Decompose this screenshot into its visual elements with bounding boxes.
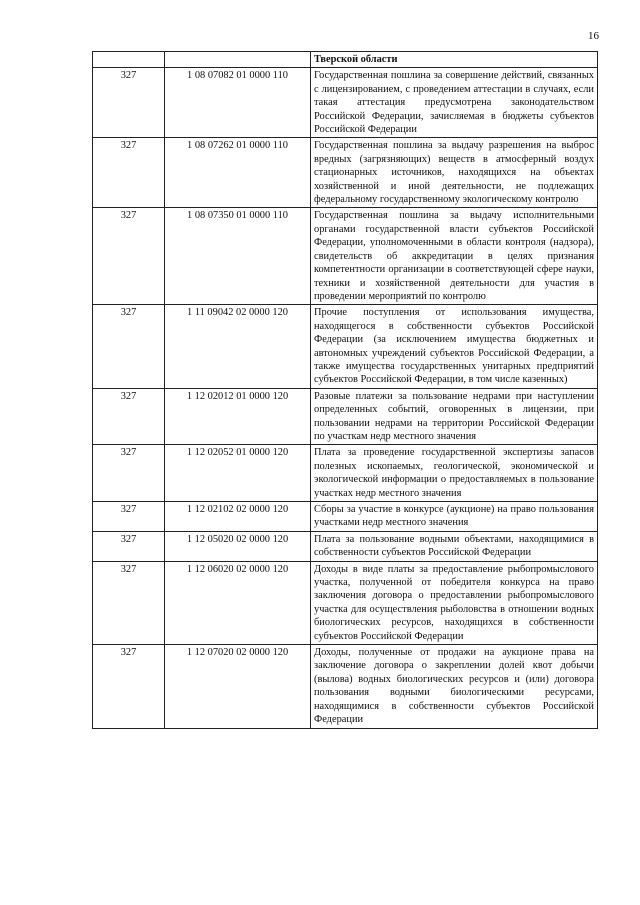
revenue-name-cell: Государственная пошлина за выдачу исполнительными органами государственной власти субъектов Российской Федерации, уполномоченными в области контроля (надзора), свидетельств об аккредитации в целях признания компетентности организации в соответствующей сфере науки, техники и хозяйственной деятельности для участия в проведении мероприятий по контролю — [311, 208, 598, 305]
header-admin-cell — [93, 52, 165, 68]
admin-code-cell: 327 — [93, 208, 165, 305]
revenue-code-cell: 1 12 07020 02 0000 120 — [165, 645, 311, 728]
table-row — [93, 305, 598, 388]
revenue-code-cell: 1 08 07082 01 0000 110 — [165, 68, 311, 138]
revenue-code-cell: 1 12 02012 01 0000 120 — [165, 388, 311, 445]
admin-code-cell: 327 — [93, 531, 165, 561]
admin-code-cell: 327 — [93, 138, 165, 208]
table-header-row — [93, 52, 598, 68]
revenue-name-cell: Доходы в виде платы за предоставление рыбопромыслового участка, полученной от победителя конкурса на право заключения договора о предоставлении рыбопромыслового участка для осуществления рыболовства в отношении водных биологических ресурсов, находящихся в собственности субъектов Российской Федерации — [311, 561, 598, 644]
revenue-name-cell: Плата за пользование водными объектами, находящимися в собственности субъектов Российской Федерации — [311, 531, 598, 561]
table-row — [93, 531, 598, 561]
table-row — [93, 138, 598, 208]
revenue-code-cell: 1 12 05020 02 0000 120 — [165, 531, 311, 561]
table-row — [93, 502, 598, 532]
table-row — [93, 68, 598, 138]
revenue-name-cell: Плата за проведение государственной экспертизы запасов полезных ископаемых, геологической, экономической и экологической информации о предоставляемых в пользование участках недр местного значения — [311, 445, 598, 502]
revenue-code-cell: 1 08 07262 01 0000 110 — [165, 138, 311, 208]
revenue-code-cell: 1 12 02052 01 0000 120 — [165, 445, 311, 502]
revenue-name-cell: Доходы, полученные от продажи на аукционе права на заключение договора о закреплении долей квот добычи (вылова) водных биологических ресурсов и (или) договора пользования водными биологическими ресурсами, находящимися в собственности субъектов Российской Федерации — [311, 645, 598, 728]
revenue-name-cell: Разовые платежи за пользование недрами при наступлении определенных событий, оговоренных в лицензии, при пользовании недрами на территории Российской Федерации по участкам недр местного значения — [311, 388, 598, 445]
revenue-name-cell: Прочие поступления от использования имущества, находящегося в собственности субъектов Российской Федерации (за исключением имущества бюджетных и автономных учреждений субъектов Российской Федерации, а также имущества государственных унитарных предприятий субъектов Российской Федерации, в том числе казенных) — [311, 305, 598, 388]
table-row — [93, 388, 598, 445]
revenue-codes-table — [92, 51, 598, 729]
admin-code-cell: 327 — [93, 445, 165, 502]
table-body — [93, 52, 598, 729]
table-row — [93, 561, 598, 644]
admin-code-cell: 327 — [93, 502, 165, 532]
admin-code-cell: 327 — [93, 645, 165, 728]
revenue-code-cell: 1 08 07350 01 0000 110 — [165, 208, 311, 305]
revenue-name-cell: Государственная пошлина за совершение действий, связанных с лицензированием, с проведением аттестации в случаях, если такая аттестация предусмотрена законодательством Российской Федерации, зачисляемая в бюджеты субъектов Российской Федерации — [311, 68, 598, 138]
admin-code-cell: 327 — [93, 561, 165, 644]
region-title: Тверской области — [311, 52, 598, 68]
revenue-name-cell: Государственная пошлина за выдачу разрешения на выброс вредных (загрязняющих) веществ в атмосферный воздух стационарных источников, находящихся на объектах хозяйственной и иной деятельности, не подлежащих федеральному государственному экологическому контролю — [311, 138, 598, 208]
page-number: 16 — [588, 30, 599, 42]
table-row — [93, 445, 598, 502]
table-row — [93, 645, 598, 728]
revenue-code-cell: 1 11 09042 02 0000 120 — [165, 305, 311, 388]
admin-code-cell: 327 — [93, 68, 165, 138]
revenue-name-cell: Сборы за участие в конкурсе (аукционе) на право пользования участками недр местного значения — [311, 502, 598, 532]
revenue-code-cell: 1 12 06020 02 0000 120 — [165, 561, 311, 644]
table-row — [93, 208, 598, 305]
header-code-cell — [165, 52, 311, 68]
revenue-code-cell: 1 12 02102 02 0000 120 — [165, 502, 311, 532]
admin-code-cell: 327 — [93, 388, 165, 445]
admin-code-cell: 327 — [93, 305, 165, 388]
